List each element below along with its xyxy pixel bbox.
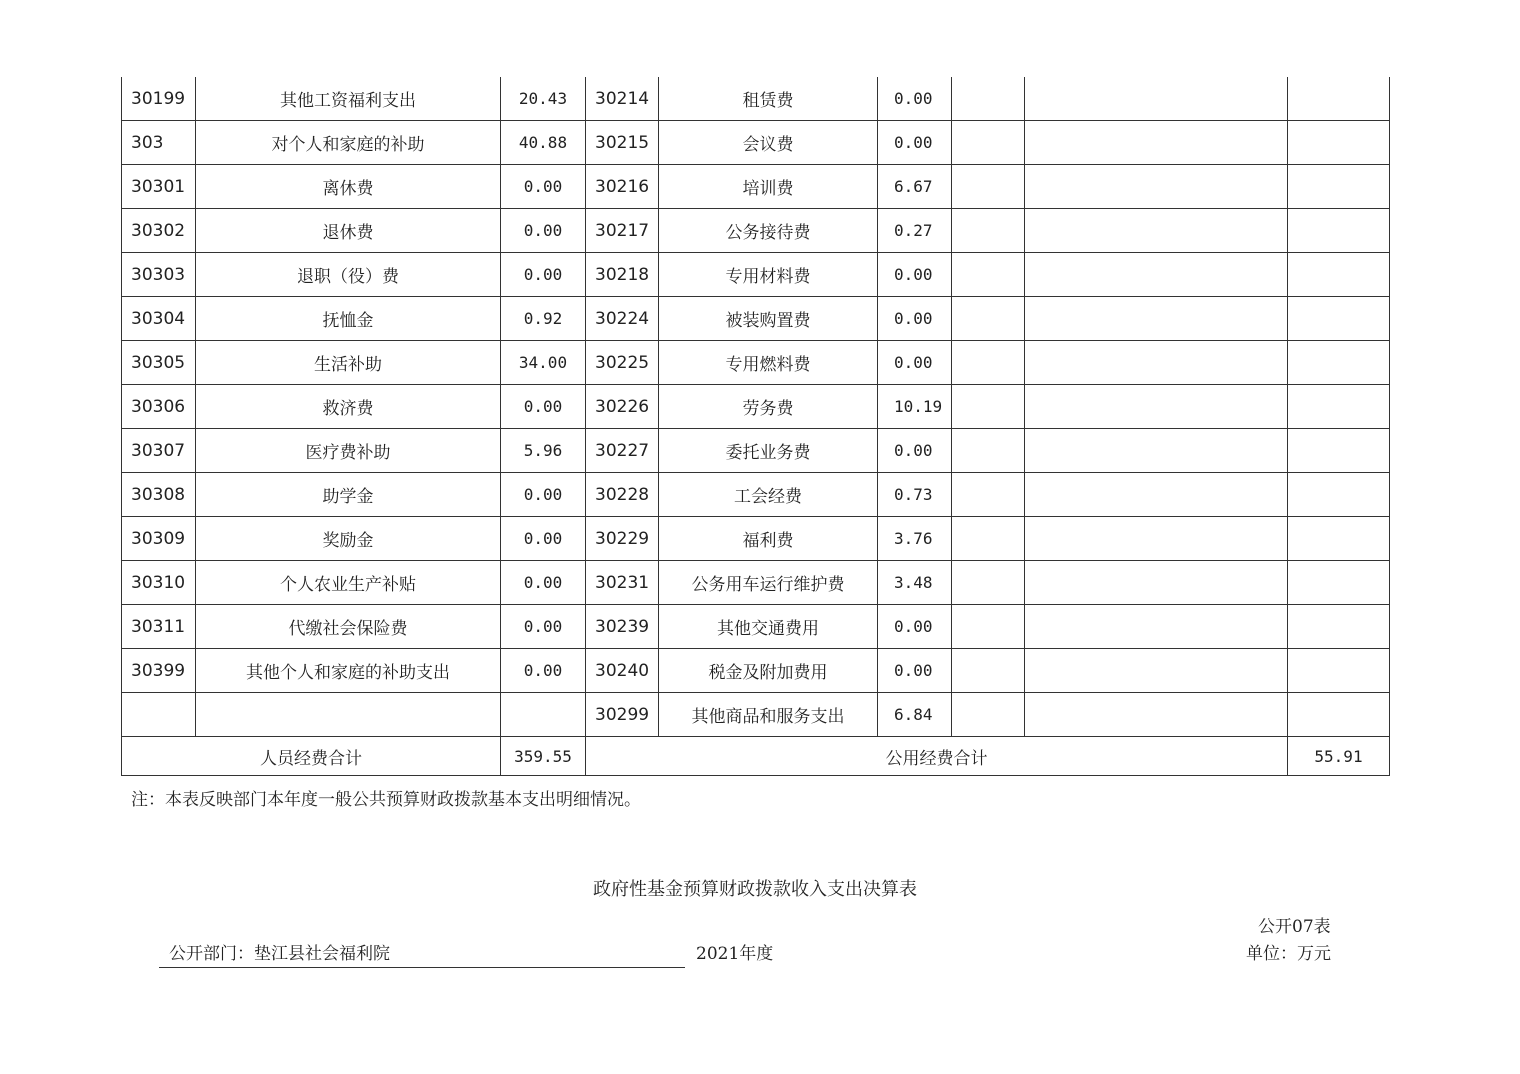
personnel-item: 个人农业生产补贴 [196, 561, 501, 605]
empty-cell [1025, 385, 1288, 429]
empty-cell [1288, 561, 1390, 605]
public-item: 其他商品和服务支出 [659, 693, 878, 737]
public-item: 劳务费 [659, 385, 878, 429]
empty-cell [1025, 649, 1288, 693]
empty-cell [1025, 297, 1288, 341]
public-code: 30227 [586, 429, 659, 473]
form-number: 公开07表 [1258, 917, 1331, 937]
empty-cell [1025, 165, 1288, 209]
personnel-item: 奖励金 [196, 517, 501, 561]
personnel-amount: 5.96 [501, 429, 586, 473]
public-amount: 0.00 [878, 121, 952, 165]
empty-cell [1025, 561, 1288, 605]
public-code: 30299 [586, 693, 659, 737]
empty-cell [1288, 297, 1390, 341]
public-amount: 0.00 [878, 605, 952, 649]
personnel-item [196, 693, 501, 737]
personnel-amount: 0.00 [501, 209, 586, 253]
public-code: 30240 [586, 649, 659, 693]
public-code: 30226 [586, 385, 659, 429]
empty-cell [1025, 605, 1288, 649]
empty-cell [1025, 341, 1288, 385]
public-amount: 0.00 [878, 649, 952, 693]
personnel-code: 30301 [122, 165, 196, 209]
table-row [122, 253, 1390, 297]
public-amount: 0.00 [878, 253, 952, 297]
empty-cell [1288, 209, 1390, 253]
public-item: 福利费 [659, 517, 878, 561]
public-amount: 0.00 [878, 77, 952, 121]
personnel-amount: 40.88 [501, 121, 586, 165]
empty-cell [1025, 517, 1288, 561]
table-row [122, 429, 1390, 473]
empty-cell [952, 605, 1025, 649]
public-item: 委托业务费 [659, 429, 878, 473]
empty-cell [952, 693, 1025, 737]
empty-cell [952, 517, 1025, 561]
empty-cell [1025, 209, 1288, 253]
empty-cell [1025, 253, 1288, 297]
table-row [122, 605, 1390, 649]
personnel-total-label: 人员经费合计 [122, 737, 501, 776]
public-amount: 0.00 [878, 297, 952, 341]
public-code: 30218 [586, 253, 659, 297]
personnel-code: 303 [122, 121, 196, 165]
next-table-title: 政府性基金预算财政拨款收入支出决算表 [593, 879, 917, 900]
empty-cell [1288, 473, 1390, 517]
personnel-item: 医疗费补助 [196, 429, 501, 473]
empty-cell [1288, 693, 1390, 737]
personnel-amount: 0.00 [501, 253, 586, 297]
public-amount: 6.67 [878, 165, 952, 209]
empty-cell [1288, 77, 1390, 121]
personnel-code: 30305 [122, 341, 196, 385]
empty-cell [952, 561, 1025, 605]
personnel-item: 救济费 [196, 385, 501, 429]
empty-cell [952, 209, 1025, 253]
personnel-amount: 20.43 [501, 77, 586, 121]
personnel-item: 其他个人和家庭的补助支出 [196, 649, 501, 693]
personnel-code: 30308 [122, 473, 196, 517]
personnel-code: 30310 [122, 561, 196, 605]
empty-cell [1288, 517, 1390, 561]
personnel-amount: 0.00 [501, 165, 586, 209]
public-item: 被装购置费 [659, 297, 878, 341]
public-amount: 6.84 [878, 693, 952, 737]
public-code: 30215 [586, 121, 659, 165]
empty-cell [952, 165, 1025, 209]
empty-cell [1025, 693, 1288, 737]
table-row [122, 473, 1390, 517]
empty-cell [1288, 385, 1390, 429]
empty-cell [952, 253, 1025, 297]
personnel-item: 代缴社会保险费 [196, 605, 501, 649]
personnel-item: 生活补助 [196, 341, 501, 385]
public-amount: 10.19 [878, 385, 952, 429]
personnel-item: 其他工资福利支出 [196, 77, 501, 121]
empty-cell [1288, 649, 1390, 693]
totals-row [122, 737, 1390, 776]
public-item: 公务接待费 [659, 209, 878, 253]
personnel-item: 抚恤金 [196, 297, 501, 341]
public-item: 租赁费 [659, 77, 878, 121]
personnel-amount [501, 693, 586, 737]
table-row [122, 385, 1390, 429]
public-total-label: 公用经费合计 [586, 737, 1288, 776]
empty-cell [1025, 473, 1288, 517]
personnel-code: 30309 [122, 517, 196, 561]
public-amount: 0.73 [878, 473, 952, 517]
personnel-item: 退职（役）费 [196, 253, 501, 297]
department-label: 公开部门：垫江县社会福利院 [159, 939, 685, 968]
personnel-code: 30307 [122, 429, 196, 473]
personnel-code: 30199 [122, 77, 196, 121]
table-row [122, 165, 1390, 209]
public-code: 30225 [586, 341, 659, 385]
public-code: 30224 [586, 297, 659, 341]
public-code: 30216 [586, 165, 659, 209]
table-row [122, 693, 1390, 737]
empty-cell [952, 121, 1025, 165]
table-row [122, 77, 1390, 121]
public-item: 其他交通费用 [659, 605, 878, 649]
personnel-code [122, 693, 196, 737]
empty-cell [952, 429, 1025, 473]
empty-cell [952, 341, 1025, 385]
personnel-code: 30399 [122, 649, 196, 693]
empty-cell [1025, 121, 1288, 165]
personnel-amount: 0.00 [501, 385, 586, 429]
table-row [122, 341, 1390, 385]
table-note: 注：本表反映部门本年度一般公共预算财政拨款基本支出明细情况。 [131, 790, 641, 810]
table-row [122, 649, 1390, 693]
public-item: 公务用车运行维护费 [659, 561, 878, 605]
table-row [122, 561, 1390, 605]
public-item: 工会经费 [659, 473, 878, 517]
empty-cell [952, 77, 1025, 121]
expenditure-detail-table [121, 77, 1390, 776]
public-code: 30231 [586, 561, 659, 605]
public-amount: 0.00 [878, 429, 952, 473]
public-amount: 3.76 [878, 517, 952, 561]
personnel-code: 30302 [122, 209, 196, 253]
table-row [122, 297, 1390, 341]
empty-cell [1288, 605, 1390, 649]
public-item: 培训费 [659, 165, 878, 209]
public-amount: 0.27 [878, 209, 952, 253]
personnel-code: 30303 [122, 253, 196, 297]
table-row [122, 121, 1390, 165]
empty-cell [952, 297, 1025, 341]
personnel-amount: 34.00 [501, 341, 586, 385]
table-row [122, 209, 1390, 253]
public-item: 专用燃料费 [659, 341, 878, 385]
empty-cell [1288, 121, 1390, 165]
empty-cell [952, 385, 1025, 429]
public-item: 会议费 [659, 121, 878, 165]
personnel-amount: 0.00 [501, 517, 586, 561]
public-total-value: 55.91 [1288, 737, 1390, 776]
empty-cell [1288, 165, 1390, 209]
personnel-amount: 0.92 [501, 297, 586, 341]
public-code: 30228 [586, 473, 659, 517]
unit-label: 单位：万元 [1246, 944, 1331, 964]
personnel-item: 对个人和家庭的补助 [196, 121, 501, 165]
table-row [122, 517, 1390, 561]
public-code: 30239 [586, 605, 659, 649]
empty-cell [1288, 341, 1390, 385]
empty-cell [952, 649, 1025, 693]
personnel-item: 助学金 [196, 473, 501, 517]
public-code: 30229 [586, 517, 659, 561]
empty-cell [1025, 429, 1288, 473]
personnel-amount: 0.00 [501, 605, 586, 649]
personnel-total-value: 359.55 [501, 737, 586, 776]
personnel-amount: 0.00 [501, 561, 586, 605]
personnel-amount: 0.00 [501, 649, 586, 693]
public-amount: 3.48 [878, 561, 952, 605]
public-code: 30214 [586, 77, 659, 121]
personnel-code: 30306 [122, 385, 196, 429]
empty-cell [1288, 429, 1390, 473]
empty-cell [1288, 253, 1390, 297]
empty-cell [1025, 77, 1288, 121]
public-item: 专用材料费 [659, 253, 878, 297]
public-item: 税金及附加费用 [659, 649, 878, 693]
personnel-code: 30311 [122, 605, 196, 649]
fiscal-year: 2021年度 [696, 944, 774, 964]
personnel-amount: 0.00 [501, 473, 586, 517]
public-code: 30217 [586, 209, 659, 253]
personnel-code: 30304 [122, 297, 196, 341]
empty-cell [952, 473, 1025, 517]
personnel-item: 离休费 [196, 165, 501, 209]
personnel-item: 退休费 [196, 209, 501, 253]
public-amount: 0.00 [878, 341, 952, 385]
